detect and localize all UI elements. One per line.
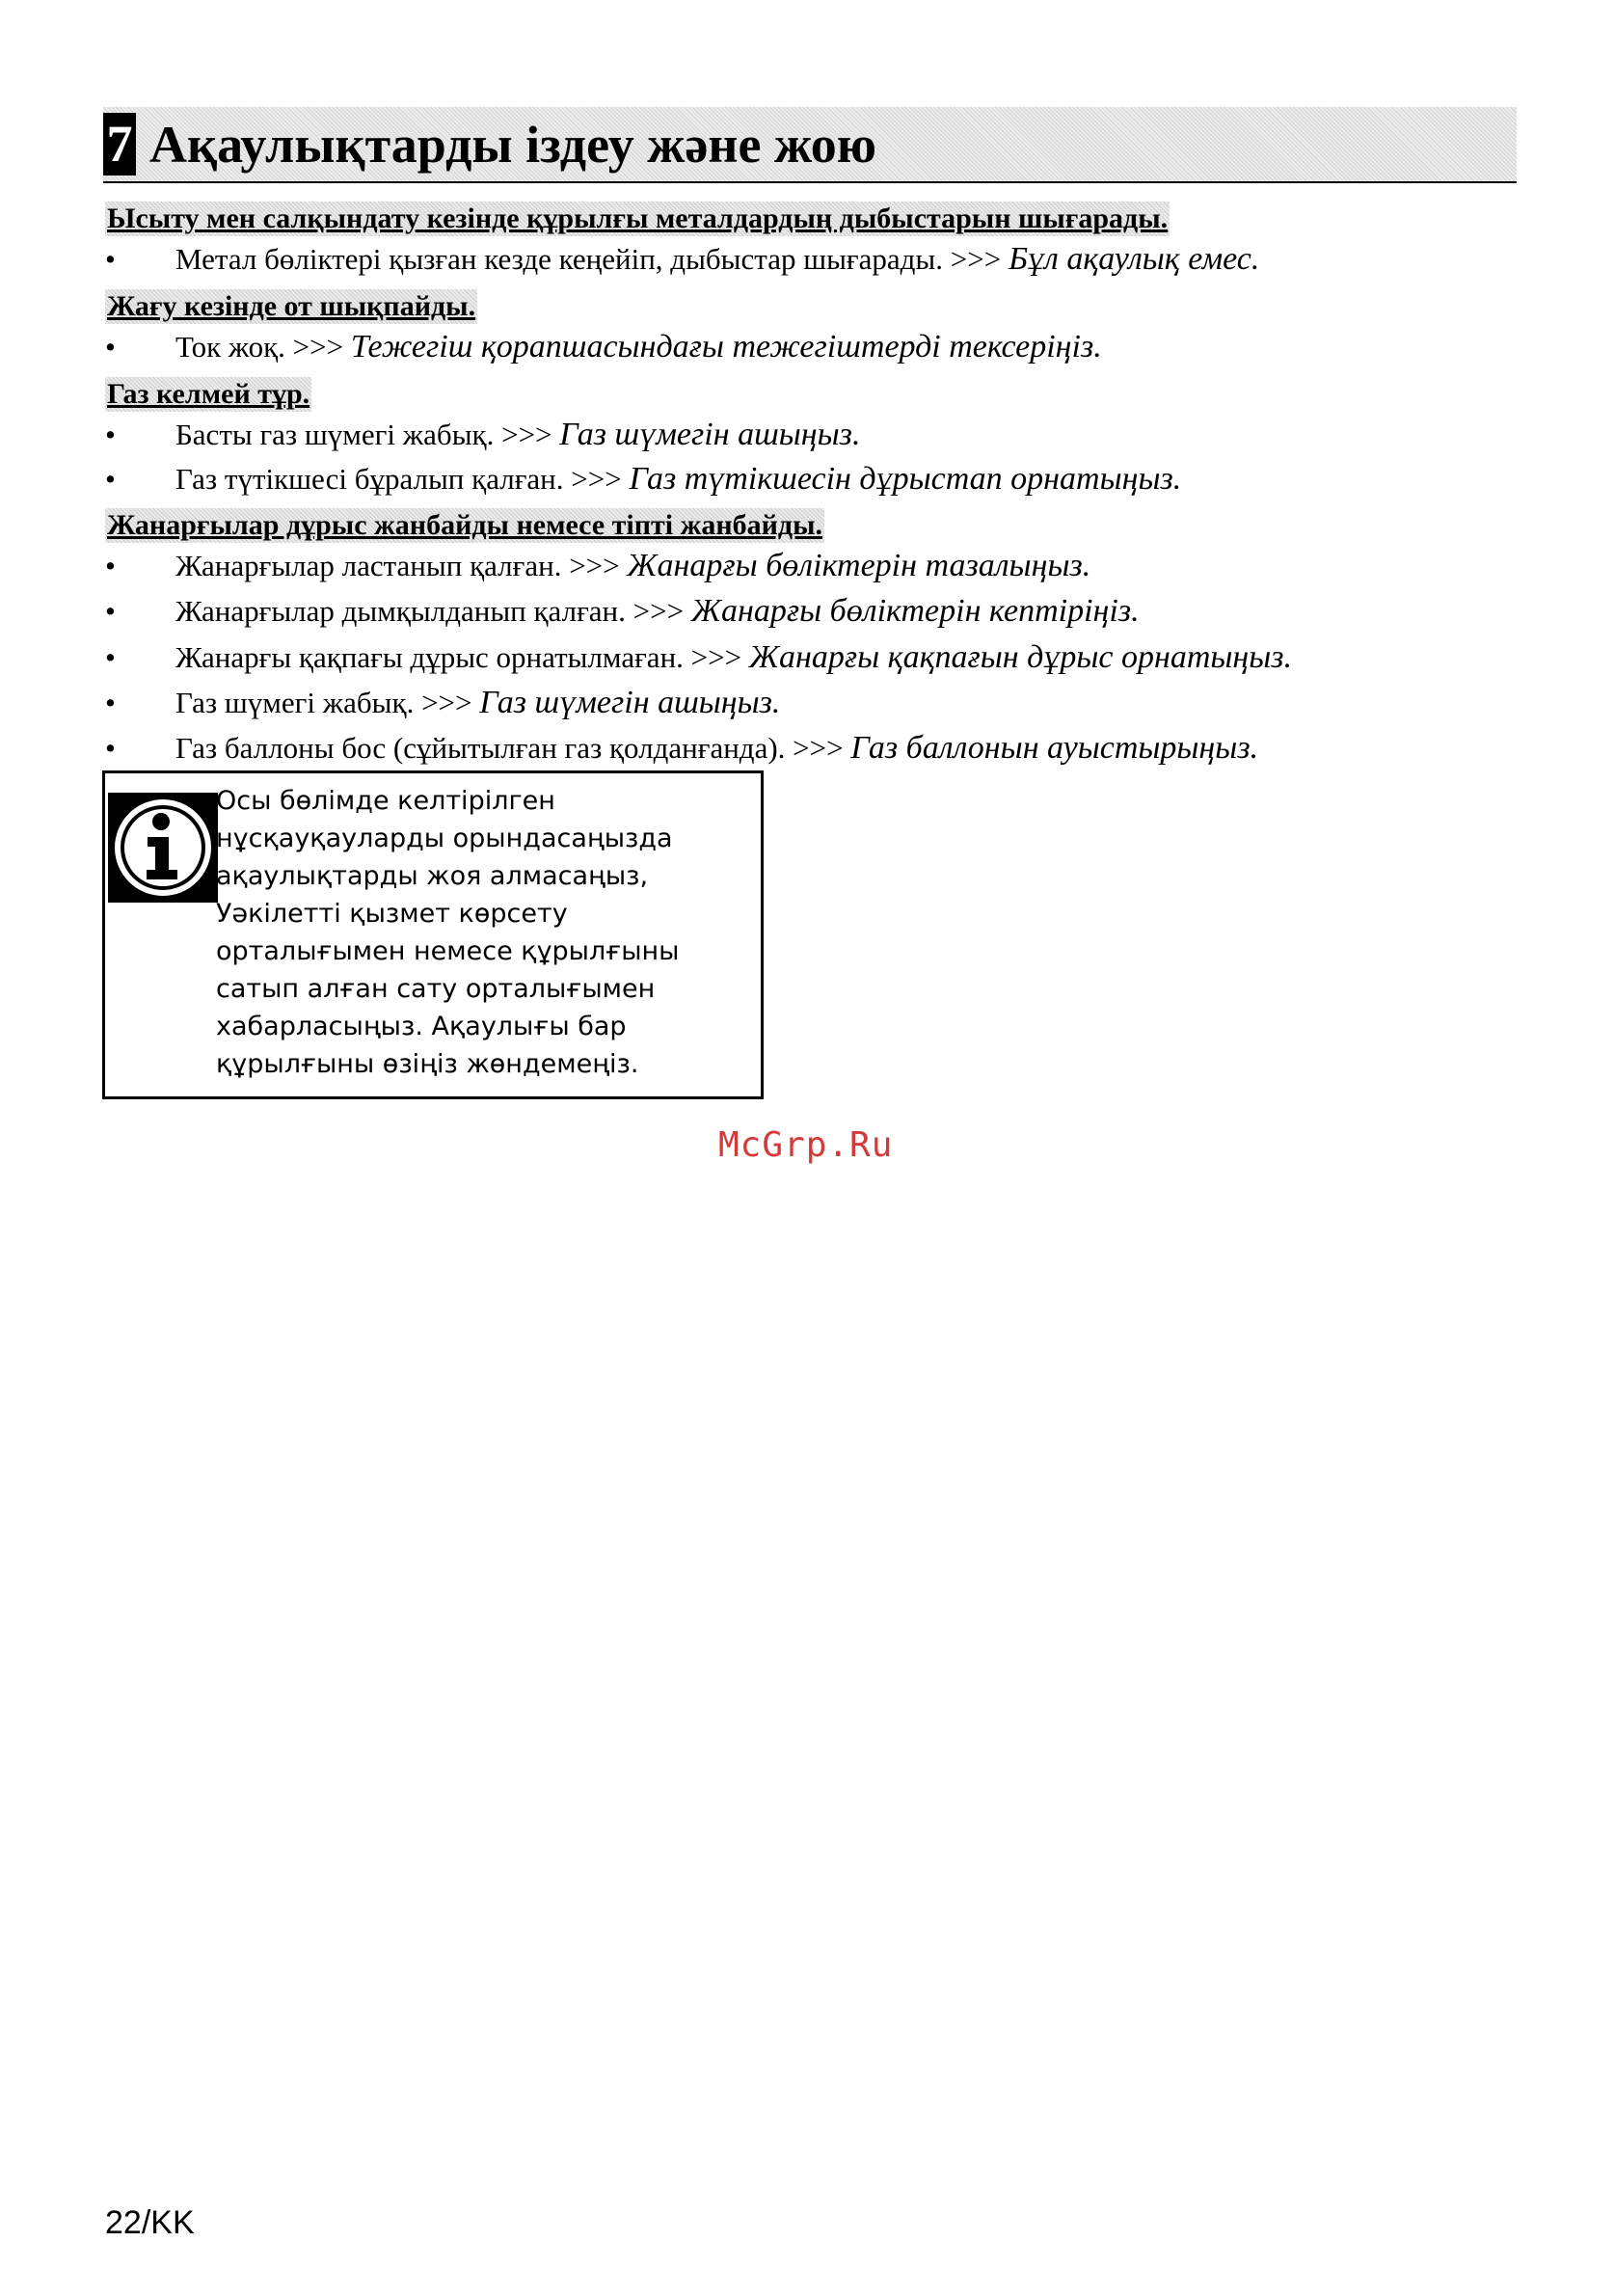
cause-text: Газ баллоны бос (сұйытылған газ қолданғанда).	[175, 731, 786, 765]
section-title: Газ келмей тұр.	[107, 378, 310, 410]
arrow-marker: >>>	[421, 686, 472, 719]
fix-text: Тежегіш қорапшасындағы тежегіштерді тексеріңіз.	[350, 329, 1102, 365]
bullet-icon: •	[105, 640, 116, 674]
section-title: Жағу кезінде от шықпайды.	[107, 290, 476, 322]
fix-text: Жанарғы бөліктерін тазалыңыз.	[627, 548, 1091, 583]
cause-text: Жанарғылар ластанып қалған.	[175, 549, 562, 582]
fix-text: Газ баллонын ауыстырыңыз.	[850, 730, 1259, 766]
bullet-icon: •	[105, 242, 116, 276]
section-title: Ысыту мен салқындату кезінде құрылғы металдардың дыбыстарын шығарады.	[107, 203, 1169, 234]
info-icon	[108, 793, 218, 903]
fix-text: Газ түтікшесін дұрыстап орнатыңыз.	[629, 461, 1182, 497]
cause-text: Жанарғылар дымқылданып қалған.	[175, 594, 626, 628]
info-line: құрылғыны өзіңіз жөндемеңіз.	[216, 1049, 639, 1079]
info-note-text	[216, 782, 717, 1083]
info-line: Уәкілетті қызмет көрсету	[216, 899, 568, 929]
bullet-icon: •	[105, 330, 116, 364]
bullet-icon: •	[105, 731, 116, 765]
watermark: McGrp.Ru	[718, 1125, 894, 1165]
arrow-marker: >>>	[569, 549, 620, 582]
fix-text: Бұл ақаулық емес.	[1008, 241, 1260, 277]
bullet-icon: •	[105, 594, 116, 628]
arrow-marker: >>>	[292, 330, 344, 364]
fix-text: Жанарғы қақпағын дұрыс орнатыңыз.	[748, 639, 1293, 675]
arrow-marker: >>>	[793, 731, 844, 765]
cause-text: Жанарғы қақпағы дұрыс орнатылмаған.	[175, 640, 684, 674]
chapter-number: 7	[103, 113, 136, 176]
info-line: нұсқауқауларды орындасаңызда	[216, 824, 673, 853]
page-number: 22/KK	[105, 2204, 195, 2241]
info-line: сатып алған сату орталығымен	[216, 974, 656, 1004]
section-title: Жанарғылар дұрыс жанбайды немесе тіпті жанбайды.	[107, 509, 823, 541]
bullet-icon: •	[105, 462, 116, 496]
info-note-box	[102, 770, 764, 1099]
fix-text: Жанарғы бөліктерін кептіріңіз.	[690, 593, 1140, 629]
cause-text: Ток жоқ.	[175, 330, 285, 364]
cause-text: Басты газ шүмегі жабық.	[175, 418, 495, 451]
bullet-icon: •	[105, 418, 116, 451]
info-line: хабарласыңыз. Ақаулығы бар	[216, 1012, 627, 1041]
arrow-marker: >>>	[690, 640, 742, 674]
fix-text: Газ шүмегін ашыңыз.	[479, 685, 781, 720]
bullet-icon: •	[105, 549, 116, 582]
info-line: ақаулықтарды жоя алмасаңыз,	[216, 861, 649, 891]
arrow-marker: >>>	[632, 594, 685, 628]
bullet-icon: •	[105, 686, 116, 719]
info-line: Осы бөлімде келтірілген	[216, 786, 555, 816]
arrow-marker: >>>	[950, 242, 1002, 276]
fix-text: Газ шүмегін ашыңыз.	[559, 417, 861, 452]
arrow-marker: >>>	[571, 462, 622, 496]
chapter-title: Ақаулықтарды іздеу және жою	[149, 116, 877, 174]
cause-text: Газ түтікшесі бұралып қалған.	[175, 462, 564, 496]
cause-text: Метал бөліктері қызған кезде кеңейіп, дыбыстар шығарады.	[175, 242, 943, 276]
cause-text: Газ шүмегі жабық.	[175, 686, 415, 719]
chapter-heading	[103, 107, 1517, 183]
info-line: орталығымен немесе құрылғыны	[216, 936, 680, 966]
arrow-marker: >>>	[501, 418, 552, 451]
